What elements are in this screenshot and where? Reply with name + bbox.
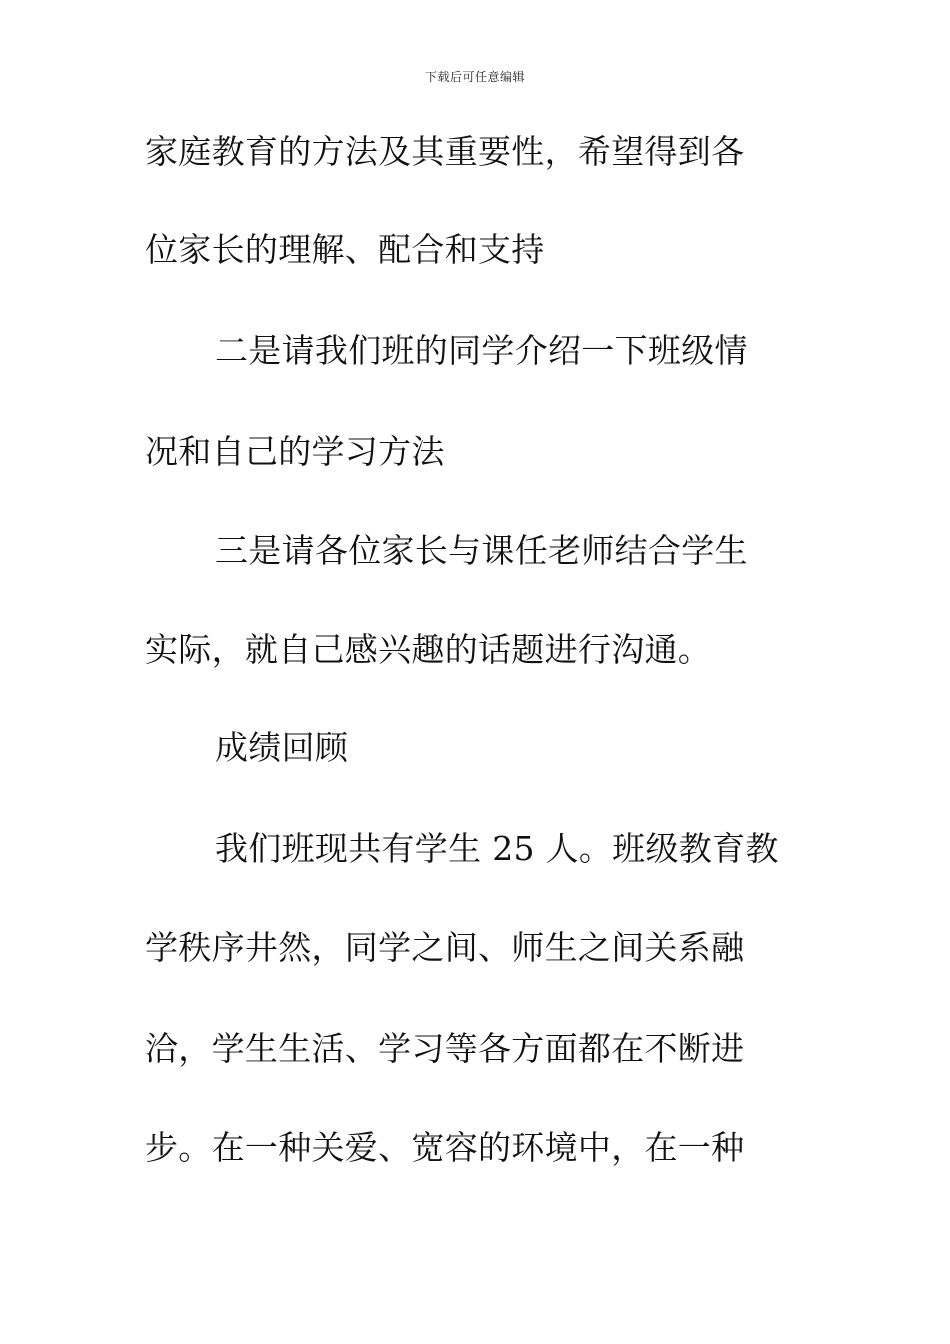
text-line-5: 三是请各位家长与课任老师结合学生 [215,531,748,570]
text-line-9: 学秩序井然，同学之间、师生之间关系融 [145,928,745,967]
text-line-1: 家庭教育的方法及其重要性，希望得到各 [145,132,745,171]
text-line-11: 步。在一种关爱、宽容的环境中，在一种 [145,1128,745,1167]
text-line-3: 二是请我们班的同学介绍一下班级情 [215,331,748,370]
text-line-6: 实际，就自己感兴趣的话题进行沟通。 [145,630,712,669]
text-line-2: 位家长的理解、配合和支持 [145,230,545,269]
text-line-10: 洽，学生生活、学习等各方面都在不断进 [145,1029,745,1068]
text-line-8: 我们班现共有学生 25 人。班级教育教 [215,829,779,868]
page-header: 下载后可任意编辑 [424,70,525,84]
section-heading: 成绩回顾 [215,728,349,767]
text-line-4: 况和自己的学习方法 [145,432,445,471]
